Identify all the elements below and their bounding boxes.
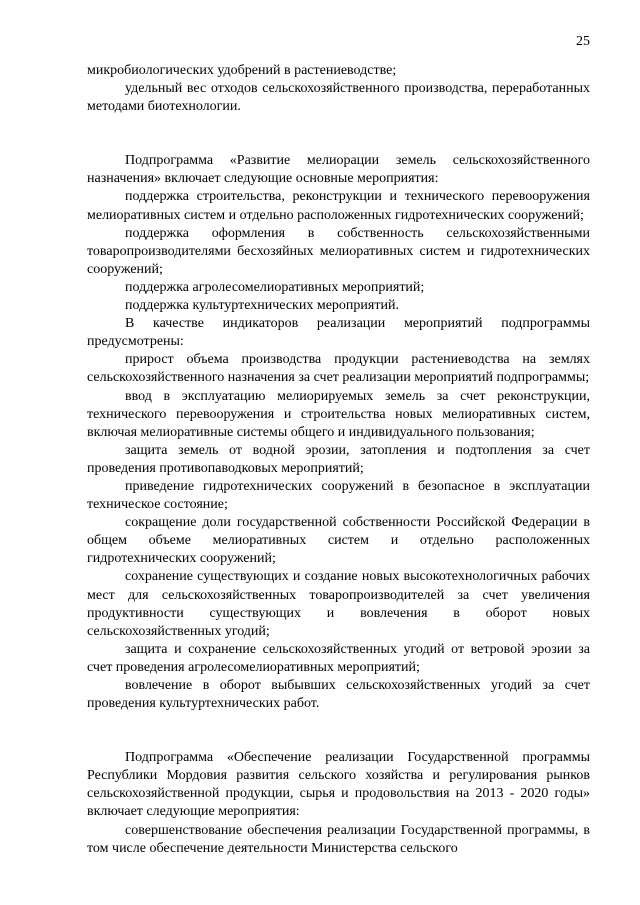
paragraph-gap <box>87 116 590 152</box>
paragraph: прирост объема производства продукции растениеводства на землях сельскохозяйственного назначения за счет реализации мероприятий подпрограммы; <box>87 352 590 386</box>
paragraph: поддержка строительства, реконструкции и технического перевооружения мелиоративных систем и отдельно расположенных гидротехнических сооружений; <box>87 189 590 223</box>
paragraph: удельный вес отходов сельскохозяйственного производства, переработанных методами биотехнологии. <box>87 81 590 115</box>
document-body <box>87 62 590 858</box>
paragraph: вовлечение в оборот выбывших сельскохозяйственных угодий за счет проведения культуртехнических работ. <box>87 678 590 712</box>
paragraph: поддержка агролесомелиоративных мероприятий; <box>125 279 425 295</box>
paragraph: Подпрограмма «Обеспечение реализации Государственной программы Республики Мордовия развития сельского хозяйства и регулирования рынков сельскохозяйственной продукции, сырья и продовольствия на 2013 - 2020 годы» включает следующие мероприятия: <box>87 750 590 820</box>
paragraph: микробиологических удобрений в растениеводстве; <box>87 63 397 78</box>
paragraph: сохранение существующих и создание новых высокотехнологичных рабочих мест для сельскохозяйственных товаропроизводителей за счет увеличения продуктивности существующих и вовлечения в оборот новых сельскохозяйственных угодий; <box>87 569 590 639</box>
page-number: 25 <box>576 34 590 49</box>
paragraph: ввод в эксплуатацию мелиорируемых земель за счет реконструкции, технического перевооружения и строительства новых мелиоративных систем, включая мелиоративные системы общего и индивидуального пользования; <box>87 388 590 440</box>
paragraph: совершенствование обеспечения реализации Государственной программы, в том числе обеспечение деятельности Министерства сельского <box>87 822 590 856</box>
paragraph: защита и сохранение сельскохозяйственных угодий от ветровой эрозии за счет проведения агролесомелиоративных мероприятий; <box>87 641 590 675</box>
paragraph: приведение гидротехнических сооружений в безопасное в эксплуатации техническое состояние; <box>87 478 590 513</box>
paragraph: поддержка оформления в собственность сельскохозяйственными товаропроизводителями бесхозяйных мелиоративных систем и гидротехнических сооружений; <box>87 225 590 277</box>
paragraph-gap <box>87 713 590 749</box>
paragraph: Подпрограмма «Развитие мелиорации земель сельскохозяйственного назначения» включает следующие основные мероприятия: <box>87 153 590 187</box>
paragraph: сокращение доли государственной собственности Российской Федерации в общем объеме мелиоративных систем и отдельно расположенных гидротехнических сооружений; <box>87 515 590 567</box>
paragraph: поддержка культуртехнических мероприятий. <box>125 298 399 314</box>
paragraph: защита земель от водной эрозии, затопления и подтопления за счет проведения противопаводковых мероприятий; <box>87 442 590 476</box>
paragraph: В качестве индикаторов реализации мероприятий подпрограммы предусмотрены: <box>87 316 590 350</box>
